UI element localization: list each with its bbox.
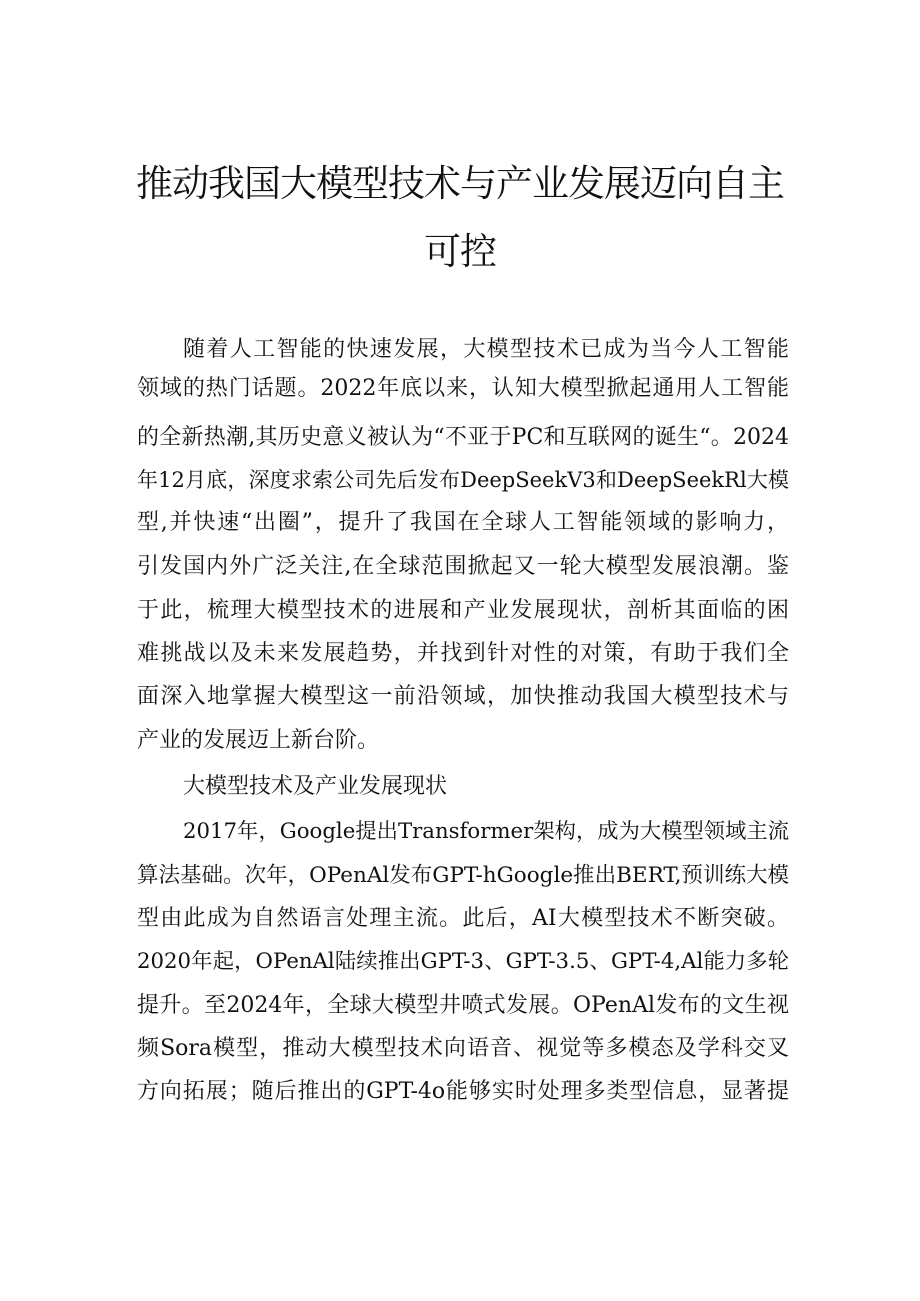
paragraph-line: 2020年起，OPenAl陆续推出GPT-3、GPT-3.5、GPT-4,Al能力多轮 [137, 949, 789, 974]
section-heading: 大模型技术及产业发展现状 [183, 774, 448, 799]
paragraph-line: 难挑战以及未来发展趋势，并找到针对性的对策，有助于我们全 [137, 641, 789, 666]
paragraph-line: 引发国内外广泛关注,在全球范围掀起又一轮大模型发展浪潮。鉴 [137, 554, 789, 579]
paragraph-line: 年12月底，深度求索公司先后发布DeepSeekV3和DeepSeekRl大模 [137, 468, 789, 492]
paragraph-line: 随着人工智能的快速发展，大模型技术已成为当今人工智能 [183, 337, 789, 362]
paragraph-line: 2017年，Google提出Transformer架构，成为大模型领域主流 [183, 819, 789, 844]
paragraph-line: 产业的发展迈上新台阶。 [137, 728, 380, 753]
paragraph-line: 领域的热门话题。2022年底以来，认知大模型掀起通用人工智能 [137, 376, 789, 401]
title-line-2: 可控 [424, 230, 496, 273]
paragraph-line: 型,并快速“出圈”，提升了我国在全球人工智能领域的影响力， [137, 510, 789, 535]
paragraph-line: 的全新热潮,其历史意义被认为“不亚于PC和互联网的诞生“。2024 [137, 425, 789, 450]
title-line-1: 推动我国大模型技术与产业发展迈向自主 [136, 162, 784, 205]
paragraph-line: 提升。至2024年，全球大模型井喷式发展。OPenAl发布的文生视 [137, 993, 789, 1018]
paragraph-line: 型由此成为自然语言处理主流。此后，AI大模型技术不断突破。 [137, 906, 789, 931]
paragraph-line: 频Sora模型，推动大模型技术向语音、视觉等多模态及学科交叉 [137, 1036, 789, 1061]
paragraph-line: 于此，梳理大模型技术的进展和产业发展现状，剖析其面临的困 [137, 598, 789, 623]
paragraph-line: 算法基础。次年，OPenAl发布GPT-hGoogle推出BERT,预训练大模 [137, 863, 789, 888]
paragraph-line: 面深入地掌握大模型这一前沿领域，加快推动我国大模型技术与 [137, 684, 789, 709]
paragraph-line: 方向拓展；随后推出的GPT-4o能够实时处理多类型信息，显著提 [137, 1079, 789, 1104]
